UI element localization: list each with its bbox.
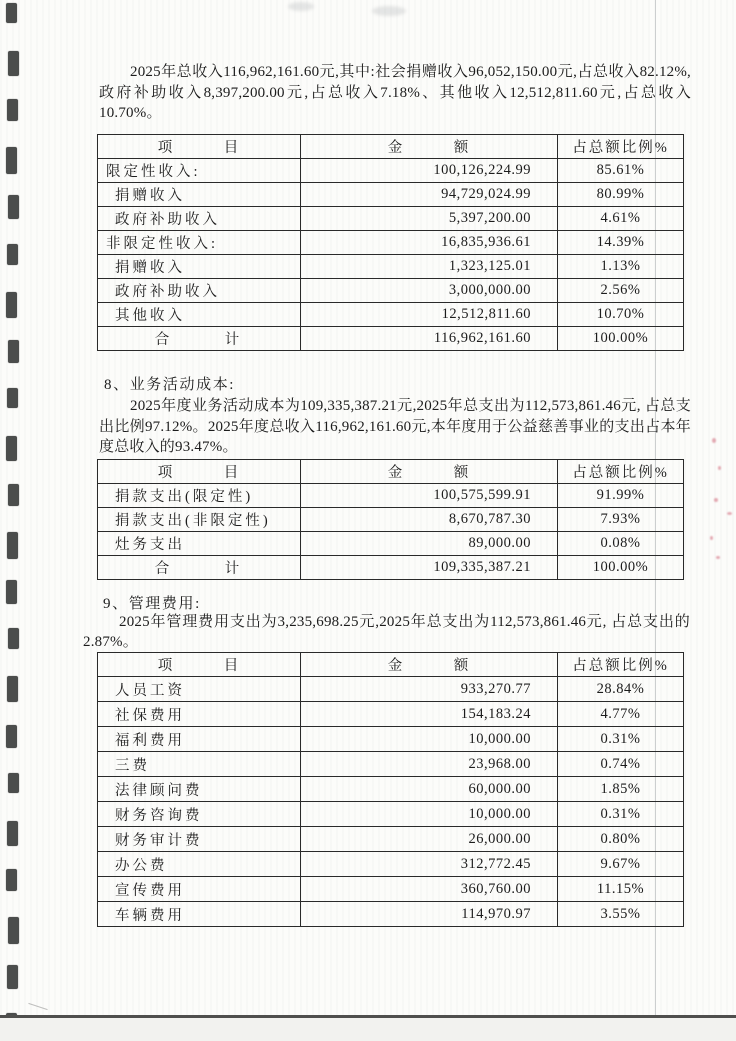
table-row	[98, 484, 684, 508]
income-table	[97, 134, 684, 351]
percentage-cell: 1.85%	[558, 777, 684, 802]
percentage-cell: 4.77%	[558, 702, 684, 727]
scan-smudge	[288, 2, 314, 11]
percentage-cell: 7.93%	[558, 508, 684, 532]
binder-hole	[7, 532, 18, 559]
binder-hole	[6, 147, 17, 174]
binder-hole	[7, 244, 18, 265]
activity-cost-table-container	[97, 459, 684, 580]
amount-cell: 89,000.00	[301, 532, 558, 556]
table-row	[98, 508, 684, 532]
item-cell: 宣传费用	[98, 877, 301, 902]
percentage-cell: 4.61%	[558, 207, 684, 231]
amount-cell: 23,968.00	[301, 752, 558, 777]
table-row	[98, 827, 684, 852]
item-cell: 社保费用	[98, 702, 301, 727]
red-ink-smudge	[710, 536, 713, 540]
column-header: 项 目	[98, 653, 301, 677]
table-row	[98, 677, 684, 702]
column-header: 金 额	[301, 460, 558, 484]
amount-cell: 10,000.00	[301, 727, 558, 752]
binder-hole	[6, 725, 17, 748]
table-row	[98, 752, 684, 777]
amount-cell: 100,126,224.99	[301, 159, 558, 183]
percentage-cell: 9.67%	[558, 852, 684, 877]
table-row	[98, 802, 684, 827]
item-cell: 法律顾问费	[98, 777, 301, 802]
item-cell: 财务审计费	[98, 827, 301, 852]
item-cell: 三费	[98, 752, 301, 777]
table-header-row	[98, 653, 684, 677]
binder-hole	[8, 340, 19, 363]
column-header: 占总额比例%	[558, 135, 684, 159]
item-cell: 捐款支出(限定性)	[98, 484, 301, 508]
column-header: 占总额比例%	[558, 653, 684, 677]
amount-cell: 8,670,787.30	[301, 508, 558, 532]
item-cell: 政府补助收入	[98, 279, 301, 303]
amount-cell: 109,335,387.21	[301, 556, 558, 580]
amount-cell: 5,397,200.00	[301, 207, 558, 231]
column-header: 项 目	[98, 135, 301, 159]
amount-cell: 26,000.00	[301, 827, 558, 852]
binder-hole	[8, 51, 19, 76]
amount-cell: 10,000.00	[301, 802, 558, 827]
table-row	[98, 159, 684, 183]
table-row	[98, 902, 684, 927]
amount-cell: 360,760.00	[301, 877, 558, 902]
item-cell: 非限定性收入:	[98, 231, 301, 255]
percentage-cell: 80.99%	[558, 183, 684, 207]
percentage-cell: 0.08%	[558, 532, 684, 556]
table-row	[98, 183, 684, 207]
column-header: 项 目	[98, 460, 301, 484]
column-header: 金 额	[301, 653, 558, 677]
binder-strip	[0, 0, 30, 1041]
admin-expense-table-container	[97, 652, 684, 927]
percentage-cell: 0.31%	[558, 727, 684, 752]
percentage-cell: 11.15%	[558, 877, 684, 902]
percentage-cell: 10.70%	[558, 303, 684, 327]
binder-hole	[6, 292, 17, 318]
amount-cell: 154,183.24	[301, 702, 558, 727]
amount-cell: 16,835,936.61	[301, 231, 558, 255]
percentage-cell: 100.00%	[558, 556, 684, 580]
item-cell: 政府补助收入	[98, 207, 301, 231]
table-row	[98, 327, 684, 351]
percentage-cell: 85.61%	[558, 159, 684, 183]
percentage-cell: 0.31%	[558, 802, 684, 827]
binder-hole	[6, 3, 17, 23]
binder-hole	[6, 580, 17, 604]
binder-hole	[7, 388, 18, 408]
table-row	[98, 207, 684, 231]
intro-paragraph: 2025年总收入116,962,161.60元,其中:社会捐赠收入96,052,150.00元,占总收入82.12%,政府补助收入8,397,200.00元,占总收入7.18%、其他收入12,512,811.60元,占总收入10.70%。	[99, 64, 691, 122]
red-ink-smudge	[718, 466, 721, 470]
section-8-heading: 8、业务活动成本:	[104, 377, 236, 393]
table-row	[98, 727, 684, 752]
amount-cell: 60,000.00	[301, 777, 558, 802]
percentage-cell: 14.39%	[558, 231, 684, 255]
table-header-row	[98, 135, 684, 159]
red-ink-smudge	[714, 498, 718, 502]
red-ink-smudge	[712, 438, 716, 443]
amount-cell: 312,772.45	[301, 852, 558, 877]
item-cell: 灶务支出	[98, 532, 301, 556]
item-cell: 其他收入	[98, 303, 301, 327]
activity-cost-table	[97, 459, 684, 580]
item-cell: 捐款支出(非限定性)	[98, 508, 301, 532]
item-cell: 合 计	[98, 327, 301, 351]
item-cell: 捐赠收入	[98, 255, 301, 279]
binder-hole	[7, 821, 18, 846]
income-table-container	[97, 134, 684, 351]
binder-hole	[8, 628, 19, 649]
amount-cell: 94,729,024.99	[301, 183, 558, 207]
percentage-cell: 2.56%	[558, 279, 684, 303]
percentage-cell: 3.55%	[558, 902, 684, 927]
binder-hole	[7, 676, 18, 702]
amount-cell: 114,970.97	[301, 902, 558, 927]
binder-hole	[8, 773, 19, 793]
scanner-background	[0, 1018, 736, 1041]
percentage-cell: 0.74%	[558, 752, 684, 777]
admin-expense-table	[97, 652, 684, 927]
table-row	[98, 852, 684, 877]
binder-hole	[8, 484, 19, 506]
item-cell: 福利费用	[98, 727, 301, 752]
item-cell: 捐赠收入	[98, 183, 301, 207]
item-cell: 办公费	[98, 852, 301, 877]
item-cell: 人员工资	[98, 677, 301, 702]
percentage-cell: 1.13%	[558, 255, 684, 279]
amount-cell: 100,575,599.91	[301, 484, 558, 508]
scan-smudge	[372, 6, 406, 16]
table-row	[98, 231, 684, 255]
binder-hole	[7, 965, 18, 989]
section-8-paragraph: 2025年度业务活动成本为109,335,387.21元,2025年总支出为112,573,861.46元, 占总支出比例97.12%。2025年度总收入116,962,161.60元,本年度用于公益慈善事业的支出占本年度总收入的93.47%。	[99, 398, 691, 456]
amount-cell: 1,323,125.01	[301, 255, 558, 279]
item-cell: 限定性收入:	[98, 159, 301, 183]
amount-cell: 3,000,000.00	[301, 279, 558, 303]
item-cell: 车辆费用	[98, 902, 301, 927]
binder-hole	[8, 195, 19, 219]
table-row	[98, 877, 684, 902]
red-ink-smudge	[727, 512, 732, 515]
binder-hole	[8, 917, 19, 944]
amount-cell: 12,512,811.60	[301, 303, 558, 327]
table-row	[98, 303, 684, 327]
item-cell: 合 计	[98, 556, 301, 580]
red-ink-smudge	[716, 556, 720, 559]
percentage-cell: 91.99%	[558, 484, 684, 508]
table-row	[98, 255, 684, 279]
column-header: 金 额	[301, 135, 558, 159]
table-row	[98, 279, 684, 303]
column-header: 占总额比例%	[558, 460, 684, 484]
amount-cell: 116,962,161.60	[301, 327, 558, 351]
table-row	[98, 532, 684, 556]
binder-hole	[7, 99, 18, 121]
section-9-heading: 9、管理费用:	[103, 596, 201, 612]
percentage-cell: 28.84%	[558, 677, 684, 702]
table-row	[98, 702, 684, 727]
amount-cell: 933,270.77	[301, 677, 558, 702]
section-9-paragraph: 2025年管理费用支出为3,235,698.25元,2025年总支出为112,573,861.46元, 占总支出的2.87%。	[83, 614, 690, 650]
binder-hole	[6, 436, 17, 461]
percentage-cell: 100.00%	[558, 327, 684, 351]
table-row	[98, 556, 684, 580]
table-header-row	[98, 460, 684, 484]
binder-hole	[6, 869, 17, 891]
scan-scratch	[28, 1003, 47, 1010]
table-row	[98, 777, 684, 802]
item-cell: 财务咨询费	[98, 802, 301, 827]
percentage-cell: 0.80%	[558, 827, 684, 852]
